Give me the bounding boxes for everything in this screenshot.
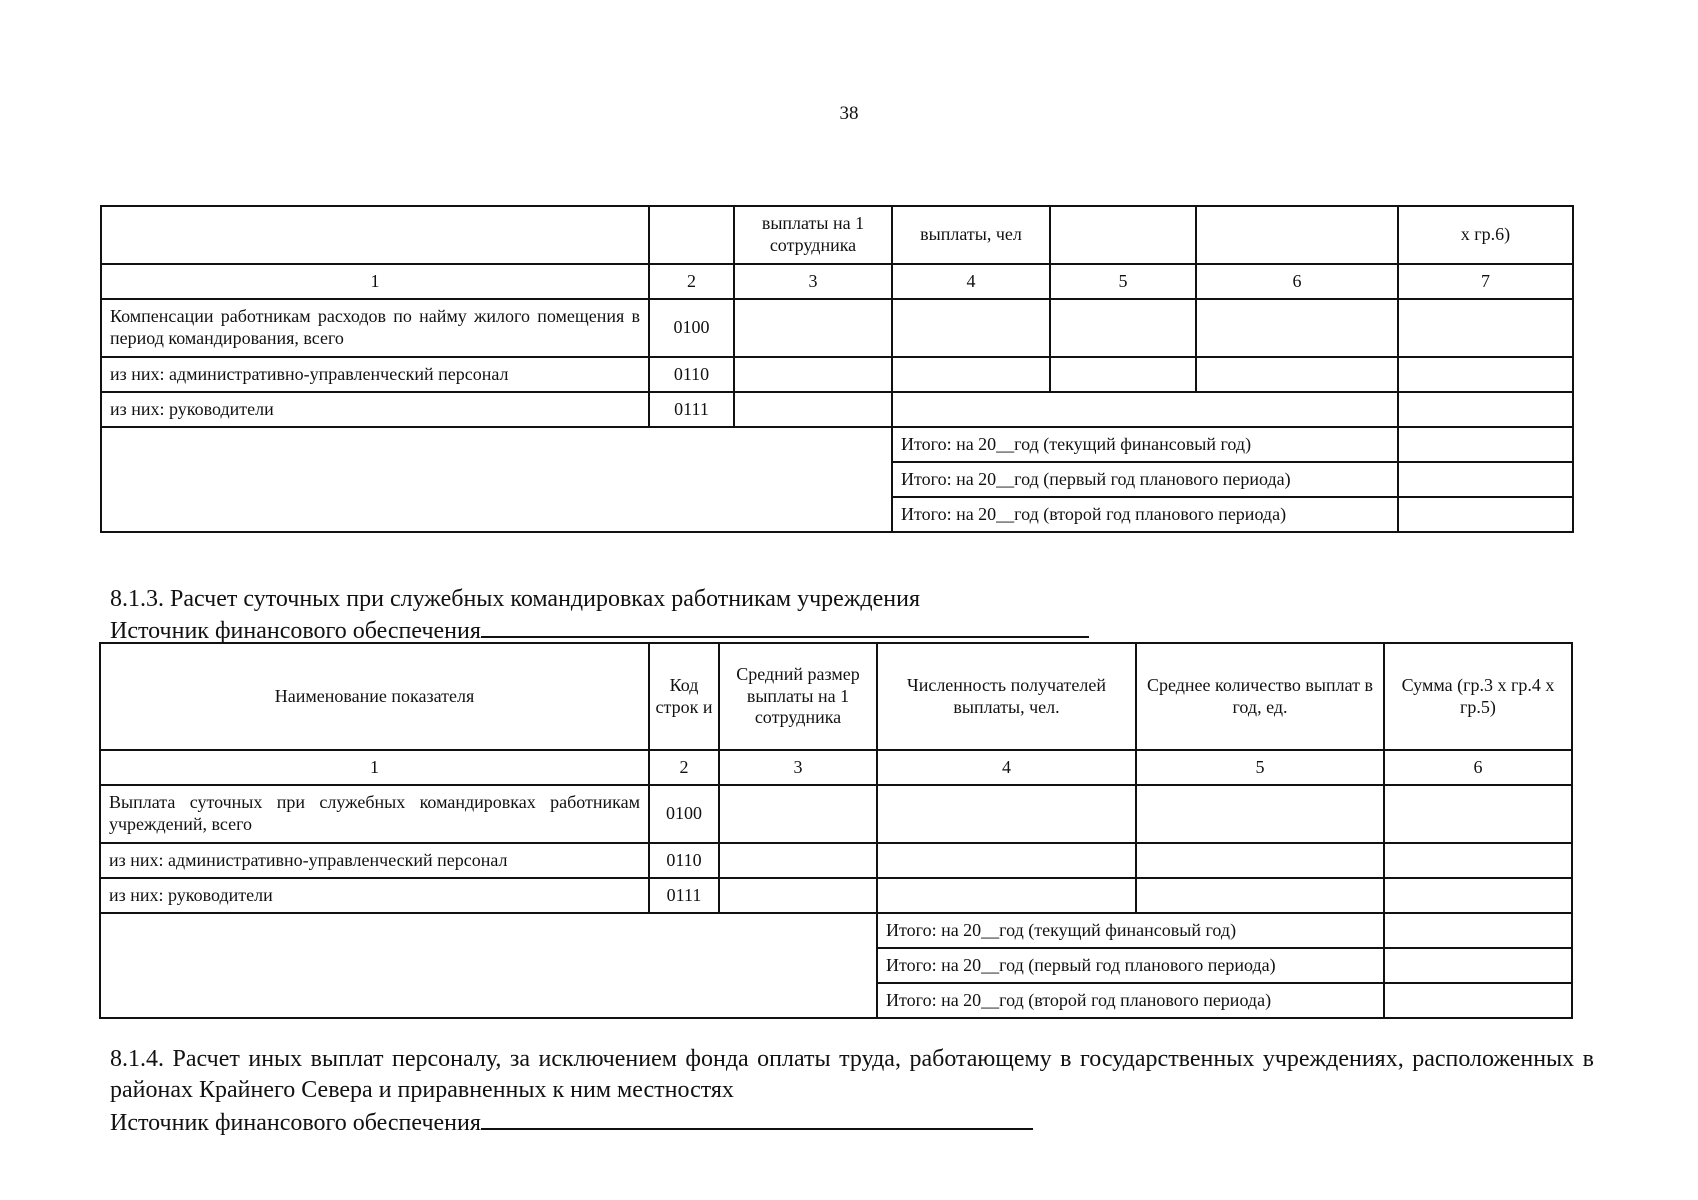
blank-area: [101, 427, 892, 532]
column-number: 1: [101, 264, 649, 299]
column-number: 7: [1398, 264, 1573, 299]
column-number: 5: [1136, 750, 1384, 785]
value-cell[interactable]: [1136, 843, 1384, 878]
header-cell: Наименование показателя: [100, 643, 649, 750]
value-cell[interactable]: [1136, 785, 1384, 843]
funding-source-field[interactable]: [481, 614, 1089, 638]
funding-source-label: Источник финансового обеспечения: [110, 1110, 481, 1136]
row-name: из них: административно-управленческий персонал: [100, 843, 649, 878]
value-cell[interactable]: [892, 392, 1398, 427]
value-cell[interactable]: [877, 878, 1136, 913]
column-number: 6: [1196, 264, 1398, 299]
blank-area: [100, 913, 877, 1018]
table-row: [100, 843, 1572, 878]
value-cell[interactable]: [1384, 878, 1572, 913]
total-label: Итого: на 20__год (текущий финансовый год): [877, 913, 1384, 948]
column-number: 4: [892, 264, 1050, 299]
total-value-cell[interactable]: [1384, 948, 1572, 983]
value-cell[interactable]: [877, 785, 1136, 843]
row-code: 0111: [649, 392, 734, 427]
header-cell: [1050, 206, 1196, 264]
value-cell[interactable]: [1384, 843, 1572, 878]
value-cell[interactable]: [1050, 357, 1196, 392]
value-cell[interactable]: [734, 357, 892, 392]
total-row: [100, 913, 1572, 948]
section-8-1-3-title: 8.1.3. Расчет суточных при служебных командировках работникам учреждения: [110, 586, 920, 612]
column-number: 3: [719, 750, 877, 785]
table-row: [100, 878, 1572, 913]
value-cell[interactable]: [1398, 299, 1573, 357]
column-number: 6: [1384, 750, 1572, 785]
value-cell[interactable]: [1398, 392, 1573, 427]
value-cell[interactable]: [1398, 357, 1573, 392]
table-row: [101, 357, 1573, 392]
row-code: 0100: [649, 299, 734, 357]
column-number: 3: [734, 264, 892, 299]
value-cell[interactable]: [1050, 299, 1196, 357]
column-number-row: [101, 264, 1573, 299]
daily-allowance-table: [99, 642, 1573, 1019]
total-label: Итого: на 20__год (первый год планового периода): [877, 948, 1384, 983]
header-cell: [1196, 206, 1398, 264]
funding-source-line: [110, 1106, 1033, 1137]
funding-source-line: [110, 614, 1089, 645]
value-cell[interactable]: [892, 357, 1050, 392]
value-cell[interactable]: [719, 843, 877, 878]
row-code: 0100: [649, 785, 719, 843]
value-cell[interactable]: [1196, 357, 1398, 392]
header-cell: выплаты на 1 сотрудника: [734, 206, 892, 264]
column-number: 5: [1050, 264, 1196, 299]
table-row: [101, 392, 1573, 427]
total-value-cell[interactable]: [1384, 913, 1572, 948]
funding-source-field[interactable]: [481, 1106, 1033, 1130]
row-code: 0110: [649, 357, 734, 392]
table-row: [100, 785, 1572, 843]
header-cell: x гр.6): [1398, 206, 1573, 264]
column-number: 2: [649, 264, 734, 299]
column-number-row: [100, 750, 1572, 785]
total-label: Итого: на 20__год (первый год планового периода): [892, 462, 1398, 497]
header-cell: Среднее количество выплат в год, ед.: [1136, 643, 1384, 750]
value-cell[interactable]: [1384, 785, 1572, 843]
table-header-row: [100, 643, 1572, 750]
row-name: из них: руководители: [101, 392, 649, 427]
total-label: Итого: на 20__год (текущий финансовый год): [892, 427, 1398, 462]
value-cell[interactable]: [877, 843, 1136, 878]
total-value-cell[interactable]: [1398, 462, 1573, 497]
header-cell: выплаты, чел: [892, 206, 1050, 264]
column-number: 1: [100, 750, 649, 785]
header-cell: Средний размер выплаты на 1 сотрудника: [719, 643, 877, 750]
value-cell[interactable]: [1136, 878, 1384, 913]
row-name: Компенсации работникам расходов по найму жилого помещения в период командирования, всего: [101, 299, 649, 357]
row-name: Выплата суточных при служебных командировках работникам учреждений, всего: [100, 785, 649, 843]
row-name: из них: административно-управленческий персонал: [101, 357, 649, 392]
row-name: из них: руководители: [100, 878, 649, 913]
row-code: 0110: [649, 843, 719, 878]
table-header-row: [101, 206, 1573, 264]
page-number: 38: [839, 103, 859, 124]
value-cell[interactable]: [719, 878, 877, 913]
header-cell: Код строк и: [649, 643, 719, 750]
column-number: 4: [877, 750, 1136, 785]
total-value-cell[interactable]: [1384, 983, 1572, 1018]
value-cell[interactable]: [719, 785, 877, 843]
housing-compensation-table: [100, 205, 1574, 533]
row-code: 0111: [649, 878, 719, 913]
table-row: [101, 299, 1573, 357]
total-row: [101, 427, 1573, 462]
total-label: Итого: на 20__год (второй год планового периода): [892, 497, 1398, 532]
total-value-cell[interactable]: [1398, 497, 1573, 532]
header-cell: Численность получателей выплаты, чел.: [877, 643, 1136, 750]
header-cell: [101, 206, 649, 264]
total-label: Итого: на 20__год (второй год планового периода): [877, 983, 1384, 1018]
value-cell[interactable]: [1196, 299, 1398, 357]
funding-source-label: Источник финансового обеспечения: [110, 618, 481, 644]
total-value-cell[interactable]: [1398, 427, 1573, 462]
header-cell: [649, 206, 734, 264]
column-number: 2: [649, 750, 719, 785]
header-cell: Сумма (гр.3 x гр.4 x гр.5): [1384, 643, 1572, 750]
value-cell[interactable]: [892, 299, 1050, 357]
section-8-1-4-title: 8.1.4. Расчет иных выплат персоналу, за исключением фонда оплаты труда, работающему в государственных учреждениях, расположенных в районах Крайнего Севера и приравненных к ним местностях: [110, 1046, 1594, 1103]
value-cell[interactable]: [734, 299, 892, 357]
value-cell[interactable]: [734, 392, 892, 427]
